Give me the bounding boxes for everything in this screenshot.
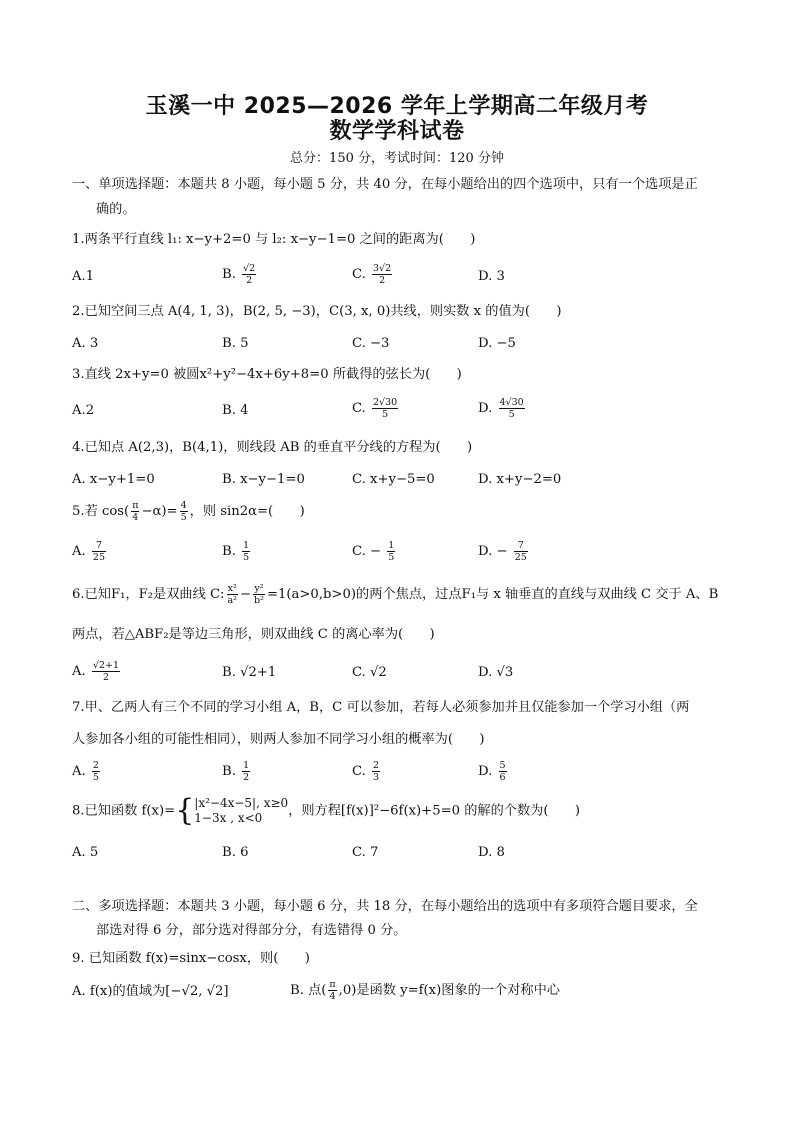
q8-option-a: A. 5 xyxy=(72,845,99,860)
q8-option-d: D. 8 xyxy=(478,845,505,860)
q3-d-numerator: 4√30 xyxy=(499,397,524,408)
q7-d-denominator: 6 xyxy=(499,772,506,783)
q3-option-d-fraction xyxy=(499,397,525,420)
q7-option-c xyxy=(352,760,382,783)
q5-d-numerator: 7 xyxy=(514,540,528,552)
q7-b-denominator: 2 xyxy=(243,772,250,783)
q3-c-denominator: 5 xyxy=(382,409,389,420)
q5-option-d xyxy=(478,540,530,563)
q6-a-denominator: 2 xyxy=(102,672,109,683)
q4-option-c: C. x+y−5=0 xyxy=(352,472,435,487)
q2-option-c: C. −3 xyxy=(352,336,390,351)
q9-option-b-fraction xyxy=(328,979,336,1002)
question-5-stem xyxy=(72,500,305,523)
q5-option-d-fraction xyxy=(514,540,528,563)
q1-option-b xyxy=(222,263,258,286)
q1-option-c-fraction xyxy=(372,263,392,286)
q9-option-b-pre: B. 点( xyxy=(290,983,327,998)
section2-heading-cont: 部选对得 6 分，部分选对得部分分，有选错得 0 分。 xyxy=(96,923,407,938)
q1-option-c xyxy=(352,263,394,286)
q7-option-a-fraction xyxy=(92,760,100,783)
q7-b-numerator: 1 xyxy=(243,760,250,771)
q5-value-numerator: 4 xyxy=(180,500,187,511)
q7-option-d-label: D. xyxy=(478,764,493,779)
q4-option-b: B. x−y−1=0 xyxy=(222,472,305,487)
question-6-stem xyxy=(72,583,718,606)
q5-a-denominator: 25 xyxy=(92,552,106,563)
q6-option-a-fraction xyxy=(92,660,120,683)
q5-b-denominator: 5 xyxy=(243,552,250,563)
q6-stem-pre: 6.已知F₁，F₂是双曲线 C: xyxy=(72,587,225,602)
q5-option-c xyxy=(352,540,397,563)
q7-a-numerator: 2 xyxy=(92,760,99,771)
q6-option-b: B. √2+1 xyxy=(222,665,277,680)
exam-subject-title: 数学学科试卷 xyxy=(329,119,465,144)
q7-option-c-label: C. xyxy=(352,764,366,779)
q6-option-a-label: A. xyxy=(72,664,86,679)
q8-option-b: B. 6 xyxy=(222,845,249,860)
q7-option-b-label: B. xyxy=(222,764,236,779)
q8-stem-pre: 8.已知函数 f(x)= xyxy=(72,803,176,819)
q5-option-d-label: D. − xyxy=(478,544,508,559)
q7-option-a xyxy=(72,760,102,783)
q5-pi-fraction xyxy=(131,500,139,523)
q7-option-d-fraction xyxy=(499,760,507,783)
q5-option-a-fraction xyxy=(92,540,106,563)
q5-option-b-fraction xyxy=(242,540,250,563)
q5-value-fraction xyxy=(180,500,188,523)
q6-a-numerator: √2+1 xyxy=(92,660,120,671)
q9-option-a: A. f(x)的值域为[−√2, √2] xyxy=(72,984,229,999)
q4-option-d: D. x+y−2=0 xyxy=(478,472,562,487)
q6-x-numerator: x² xyxy=(227,583,237,594)
q6-stem-post: =1(a>0,b>0)的两个焦点，过点F₁与 x 轴垂直的直线与双曲线 C 交于 A、B xyxy=(266,587,719,602)
q5-stem-mid: −α)= xyxy=(141,504,178,519)
q2-option-d: D. −5 xyxy=(478,336,516,351)
q1-option-c-label: C. xyxy=(352,267,366,282)
q8-stem-post: ，则方程[f(x)]²−6f(x)+5=0 的解的个数为( ) xyxy=(288,803,581,819)
q9-option-b xyxy=(290,979,560,1002)
q6-minus: − xyxy=(239,587,252,602)
q2-option-a: A. 3 xyxy=(72,336,99,351)
question-2-stem: 2.已知空间三点 A(4, 1, 3)，B(2, 5, −3)，C(3, x, 0)共线，则实数 x 的值为( ) xyxy=(72,304,562,319)
q5-b-numerator: 1 xyxy=(243,540,250,551)
q1-b-denominator: 2 xyxy=(246,275,253,286)
q3-option-d xyxy=(478,397,527,420)
q5-c-denominator: 5 xyxy=(388,552,395,563)
q5-option-a-label: A. xyxy=(72,544,86,559)
q6-y-numerator: y² xyxy=(254,583,264,594)
q1-c-numerator: 3√2 xyxy=(373,263,392,274)
q8-brace: { xyxy=(175,793,195,828)
q6-y-fraction xyxy=(253,583,265,606)
q7-option-d xyxy=(478,760,509,783)
q1-option-b-label: B. xyxy=(222,267,236,282)
question-6-stem-cont: 两点，若△ABF₂是等边三角形，则双曲线 C 的离心率为( ) xyxy=(72,627,435,642)
question-7-stem: 7.甲、乙两人有三个不同的学习小组 A，B，C 可以参加，若每人必须参加并且仅能参加一个学习小组（两 xyxy=(72,700,690,715)
q5-option-b-label: B. xyxy=(222,544,236,559)
q5-d-denominator: 25 xyxy=(514,552,527,563)
q5-value-denominator: 5 xyxy=(180,512,187,523)
q7-d-numerator: 5 xyxy=(499,760,506,771)
q5-a-numerator: 7 xyxy=(92,540,106,552)
q5-stem-post: ，则 sin2α=( ) xyxy=(189,504,305,519)
q8-piece-1: |x²−4x−5|, x≥0 xyxy=(194,796,289,810)
q7-c-denominator: 3 xyxy=(373,772,380,783)
section1-heading-cont: 确的。 xyxy=(96,202,136,217)
q5-option-b xyxy=(222,540,252,563)
question-1-stem: 1.两条平行直线 l₁: x−y+2=0 与 l₂: x−y−1=0 之间的距离为( ) xyxy=(72,232,476,247)
q3-d-denominator: 5 xyxy=(508,409,515,420)
q5-pi-numerator: π xyxy=(132,500,139,511)
q3-option-c xyxy=(352,397,400,420)
q8-piecewise xyxy=(194,796,288,826)
q3-option-a: A.2 xyxy=(72,403,95,418)
q9-option-b-post: ,0)是函数 y=f(x)图象的一个对称中心 xyxy=(338,983,560,998)
q4-option-a: A. x−y+1=0 xyxy=(72,472,155,487)
q7-option-b xyxy=(222,760,252,783)
q8-piece-2: 1−3x , x<0 xyxy=(194,811,263,825)
question-8-stem xyxy=(72,793,581,828)
q3-option-c-fraction xyxy=(372,397,398,420)
q1-b-numerator: √2 xyxy=(243,263,256,274)
exam-meta: 总分：150 分，考试时间：120 分钟 xyxy=(290,151,504,166)
section2-heading: 二、多项选择题：本题共 3 小题，每小题 6 分，共 18 分，在每小题给出的选项中有多项符合题目要求，全 xyxy=(72,899,698,914)
section1-heading: 一、单项选择题：本题共 8 小题，每小题 5 分，共 40 分，在每小题给出的四个选项中，只有一个选项是正 xyxy=(72,177,698,192)
q5-pi-denominator: 4 xyxy=(132,512,139,523)
question-4-stem: 4.已知点 A(2,3)，B(4,1)，则线段 AB 的垂直平分线的方程为( ) xyxy=(72,440,473,455)
q1-option-a: A.1 xyxy=(72,269,95,284)
q9-b-denominator: 4 xyxy=(329,991,336,1002)
q5-option-c-fraction xyxy=(387,540,395,563)
q6-option-d: D. √3 xyxy=(478,665,514,680)
q2-option-b: B. 5 xyxy=(222,336,249,351)
q7-c-numerator: 2 xyxy=(373,760,380,771)
q7-a-denominator: 5 xyxy=(92,772,99,783)
q5-c-numerator: 1 xyxy=(388,540,395,551)
question-7-stem-cont: 人参加各小组的可能性相同），则两人参加不同学习小组的概率为( ) xyxy=(72,732,485,747)
q7-option-b-fraction xyxy=(242,760,250,783)
exam-title: 玉溪一中 2025—2026 学年上学期高二年级月考 xyxy=(145,94,649,119)
q6-option-a xyxy=(72,660,122,683)
q6-y-denominator: b² xyxy=(254,595,264,606)
q5-stem-pre: 5.若 cos( xyxy=(72,504,130,519)
q6-option-c: C. √2 xyxy=(352,665,387,680)
q3-option-d-label: D. xyxy=(478,401,493,416)
question-9-stem: 9. 已知函数 f(x)=sinx−cosx，则( ) xyxy=(72,951,310,966)
q1-option-d: D. 3 xyxy=(478,269,505,284)
question-3-stem: 3.直线 2x+y=0 被圆x²+y²−4x+6y+8=0 所截得的弦长为( ) xyxy=(72,367,462,382)
q6-x-denominator: a² xyxy=(227,595,237,606)
q9-b-numerator: π xyxy=(329,979,336,990)
q5-option-c-label: C. − xyxy=(352,544,382,559)
q7-option-a-label: A. xyxy=(72,764,86,779)
q1-c-denominator: 2 xyxy=(379,275,386,286)
q1-option-b-fraction xyxy=(242,263,256,286)
q5-option-a xyxy=(72,540,108,563)
q3-option-b: B. 4 xyxy=(222,403,249,418)
q3-c-numerator: 2√30 xyxy=(373,397,398,408)
q3-option-c-label: C. xyxy=(352,401,366,416)
q6-x-fraction xyxy=(227,583,238,606)
q7-option-c-fraction xyxy=(372,760,380,783)
q8-option-c: C. 7 xyxy=(352,845,379,860)
